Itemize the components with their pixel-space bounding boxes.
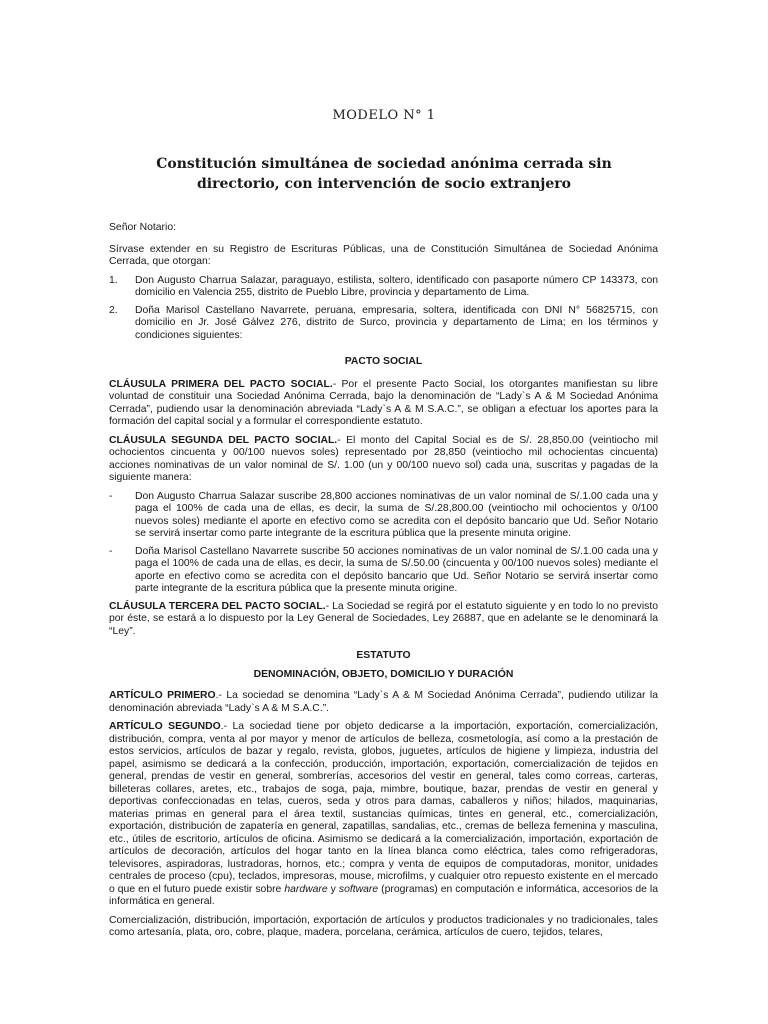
conjunction: y	[327, 883, 339, 895]
document-title	[150, 154, 618, 194]
article-first	[109, 690, 658, 715]
article-second-text: .- La sociedad tiene por objeto dedicarse a la importación, exportación, comercialización, distribución, compra, venta al por mayor y menor de artículos de belleza, cosmetología, así como a la prestación de estos servicios, artículos de bazar y regalo, revista, globos, juguetes, artículos de higiene y limpieza, industria del papel, asimismo se dedicará a la confección, producción, importación, exportación, comercialización de tejidos en general, prendas de vestir en general, sombrerías, accesorios del vestir en general, tales como correas, carteras, billeteras collares, aretes, etc., trabajos de soga, paja, mimbre, boutique, bazar, prendas de vestir en general y deportivas confeccionadas en telas, cueros, seda y otros para damas, caballeros y niños; hilados, maquinarias, materias primas en general para el área textil, sustancias químicas, tintes en general, etc., comercialización, exportación, distribución de zapatería en general, zapatillas, sandalias, etc., cremas de belleza femenina y masculina, etc., útiles de escritorio, artículos de oficina. Asimismo se dedicará a la comercialización, importación, exportación de artículos de decoración, artículos del hogar tanto en la línea blanca como eléctrica, tales como refrigeradoras, televisores, aspiradoras, lustradoras, hornos, etc.; compra y venta de equipos de computadoras, monitor, unidades centrales de proceso (cpu), teclados, impresoras, mouse, microfilms, y cualquier otro repuesto existente en el mercado o que en el futuro puede existir sobre	[109, 721, 658, 895]
clause-first	[109, 379, 658, 429]
article-second-title: ARTÍCULO SEGUNDO	[109, 721, 221, 732]
salutation: Señor Notario:	[109, 222, 176, 233]
clause-third-title: CLÁUSULA TERCERA DEL PACTO SOCIAL.	[109, 600, 326, 612]
grantor-text: Doña Marisol Castellano Navarrete, peruana, empresaria, soltera, identificada con DNI N° 56825715, con domicilio en Jr. José Gálvez 276, distrito de Surco, provincia y departamento de Lima; en los términos y condiciones siguientes:	[135, 304, 658, 341]
subscription-item	[109, 491, 658, 541]
clause-second-text: - El monto del Capital Social es de S/. 28,850.00 (veintiocho mil ochocientos cincuenta y 00/100 nuevos soles) representado por 28,850 (veintiocho mil ochocientas cincuenta) acciones nominativas de un valor nominal de S/. 1.00 (un y 00/100 nuevo sol) cada una, suscritas y pagadas de la siguiente manera:	[109, 434, 658, 483]
grantor-text: Don Augusto Charrua Salazar, paraguayo, estilista, soltero, identificado con pasaporte número CP 143373, con domicilio en Valencia 255, distrito de Pueblo Libre, provincia y departamento de Lima.	[135, 274, 658, 298]
bullet-mark: -	[109, 545, 113, 557]
article-second	[109, 721, 658, 909]
bullet-mark: -	[109, 490, 113, 502]
title-line-2: directorio, con intervención de socio extranjero	[197, 176, 571, 192]
title-line-1: Constitución simultánea de sociedad anónima cerrada sin	[156, 156, 612, 172]
subscription-text: Doña Marisol Castellano Navarrete suscribe 50 acciones nominativas de un valor nominal de S/.1.00 cada una y paga el 100% de cada una de ellas, es decir, la suma de S/.50.00 (cincuenta y 00/100 nuevos soles) mediante el aporte en efectivo como se acredita con el depósito bancario que Ud. Señor Notario se servirá insertar como parte integrante de la escritura pública que la presente minuta origine.	[135, 545, 658, 594]
clause-second-title: CLÁUSULA SEGUNDA DEL PACTO SOCIAL.	[109, 434, 338, 446]
grantor-number: 1.	[109, 274, 118, 286]
software-term: software	[338, 883, 379, 895]
clause-third-text: - La Sociedad se regirá por el estatuto siguiente y en todo lo no previsto por éste, se estará a lo dispuesto por la Ley General de Sociedades, Ley 26887, que en adelante se le denominará la “Ley”.	[109, 600, 658, 637]
article-first-title: ARTÍCULO PRIMERO	[109, 690, 216, 701]
clause-first-text: - Por el presente Pacto Social, los otorgantes manifiestan su libre voluntad de constituir una Sociedad Anónima Cerrada, bajo la denominación de “Lady`s A & M Sociedad Anónima Cerrada”, pudiendo usar la denominación abreviada “Lady`s A & M S.A.C.”, se obligan a efectuar los aportes para la formación del capital social y a formular el correspondiente estatuto.	[109, 378, 658, 427]
commercialization-paragraph: Comercialización, distribución, importación, exportación de artículos y productos tradicionales y no tradicionales, tales como artesanía, plata, oro, cobre, plaque, madera, porcelana, cerámica, artículos de cuero, tejidos, telares,	[109, 914, 658, 938]
clause-second	[109, 435, 658, 485]
subscription-item	[109, 546, 658, 596]
subscription-text: Don Augusto Charrua Salazar suscribe 28,800 acciones nominativas de un valor nominal de S/.1.00 cada una y paga el 100% de cada una de ellas, es decir, la suma de S/.28,800.00 (veintiocho mil ochocientos y 0/100 nuevos soles) mediante el aporte en efectivo como se acredita con el depósito bancario que Ud. Señor Notario se servirá insertar como parte integrante de la escritura pública que la presente minuta origine.	[135, 490, 658, 539]
hardware-term: hardware	[284, 883, 328, 895]
pacto-social-heading: PACTO SOCIAL	[344, 356, 423, 367]
clause-first-title: CLÁUSULA PRIMERA DEL PACTO SOCIAL.	[109, 378, 333, 390]
model-title: MODELO N° 1	[332, 108, 436, 123]
estatuto-subheading: DENOMINACIÓN, OBJETO, DOMICILIO Y DURACIÓN	[253, 668, 514, 680]
grantor-number: 2.	[109, 304, 118, 316]
request-paragraph: Sírvase extender en su Registro de Escrituras Públicas, una de Constitución Simultánea de Sociedad Anónima Cerrada, que otorgan:	[109, 243, 658, 267]
article-second-text-end: (programas) en computación e informática, accesorios de la informática en general.	[109, 883, 658, 907]
clause-third	[109, 601, 658, 639]
document-body	[109, 222, 658, 946]
article-first-text: .- La sociedad se denomina “Lady`s A & M Sociedad Anónima Cerrada”, pudiendo utilizar la denominación abreviada “Lady`s A & M S.A.C.”.	[109, 690, 658, 714]
grantor-item	[109, 305, 658, 343]
grantor-item	[109, 275, 658, 300]
estatuto-heading: ESTATUTO	[356, 650, 411, 661]
